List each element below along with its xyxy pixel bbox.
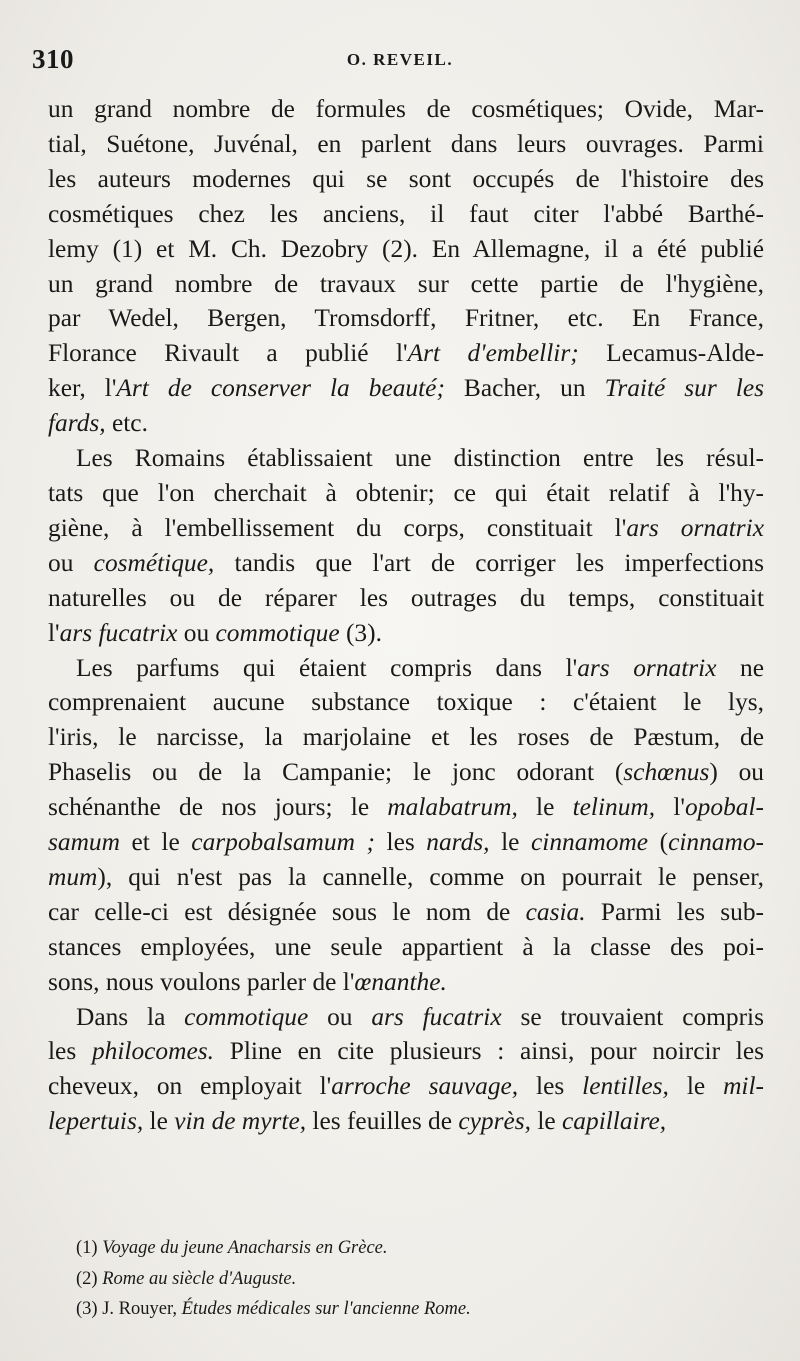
text-segment: Les Romains établissaient une distinction entre les résul- xyxy=(76,444,764,473)
text-line xyxy=(48,616,764,651)
italic-text: nards, xyxy=(426,828,490,857)
italic-text: cosmétique, xyxy=(93,548,215,577)
paragraph xyxy=(48,1000,764,1140)
text-segment: l'iris, le narcisse, la marjolaine et les roses de Pæstum, de xyxy=(48,723,764,752)
text-line xyxy=(48,1034,764,1069)
footnote-text: Voyage du jeune Anacharsis en Grèce. xyxy=(102,1238,388,1258)
text-segment: par Wedel, Bergen, Tromsdorff, Fritner, etc. En France, xyxy=(48,304,764,333)
text-segment: un grand nombre de travaux sur cette partie de l'hygiène, xyxy=(48,269,764,298)
text-segment: stances employées, une seule appartient à la classe des poi- xyxy=(48,932,764,961)
footnote-author: J. Rouyer, xyxy=(102,1299,182,1319)
page-header xyxy=(30,44,770,78)
text-line xyxy=(48,546,764,581)
text-segment: ou xyxy=(48,548,94,577)
text-segment: sons, nous voulons parler de l' xyxy=(48,967,355,996)
text-segment: Parmi les sub- xyxy=(585,897,765,926)
text-line xyxy=(48,406,764,441)
footnotes xyxy=(76,1233,766,1325)
footnote-number: (1) xyxy=(76,1238,103,1258)
italic-text: malabatrum, xyxy=(387,793,518,822)
text-segment: tandis que l'art de corriger les imperfections xyxy=(214,548,764,577)
paragraph xyxy=(48,92,764,441)
italic-text: cinnamo- xyxy=(668,828,764,857)
italic-text: lentilles, xyxy=(582,1072,669,1101)
text-segment: lemy (1) et M. Ch. Dezobry (2). En Allemagne, il a été publié xyxy=(48,234,764,263)
text-line xyxy=(48,930,764,965)
text-segment: (3). xyxy=(339,618,382,647)
italic-text: commotique xyxy=(215,618,340,647)
text-segment: les xyxy=(48,1037,92,1066)
text-line xyxy=(48,860,764,895)
text-segment: les xyxy=(374,828,427,857)
italic-text: mum xyxy=(48,862,98,891)
text-line xyxy=(48,301,764,336)
text-line xyxy=(48,895,764,930)
text-segment: ne xyxy=(716,653,764,682)
text-segment: ker, l' xyxy=(48,374,117,403)
italic-text: commotique xyxy=(184,1002,309,1031)
italic-text: ars fucatrix xyxy=(59,618,178,647)
text-segment: cheveux, on employait l' xyxy=(48,1072,332,1101)
text-segment: et le xyxy=(119,828,192,857)
text-line xyxy=(48,92,764,127)
text-line xyxy=(48,267,764,302)
text-line xyxy=(48,197,764,232)
italic-text: telinum, xyxy=(572,793,656,822)
text-segment: ou xyxy=(308,1002,372,1031)
text-line xyxy=(48,1000,764,1035)
italic-text: arroche sauvage, xyxy=(331,1072,519,1101)
text-line xyxy=(48,720,764,755)
italic-text: Traité sur les xyxy=(604,374,764,403)
text-segment: ou xyxy=(177,618,216,647)
text-line xyxy=(48,825,764,860)
italic-text: Art de conserver la beauté; xyxy=(116,374,445,403)
italic-text: schœnus xyxy=(623,758,710,787)
text-segment: le xyxy=(668,1072,724,1101)
text-segment: le xyxy=(517,793,573,822)
text-segment: tats que l'on cherchait à obtenir; ce qui était relatif à l'hy- xyxy=(48,478,764,507)
text-segment: tial, Suétone, Juvénal, en parlent dans leurs ouvrages. Parmi xyxy=(48,129,764,158)
italic-text: ars ornatrix xyxy=(626,513,764,542)
text-segment: le xyxy=(489,828,531,857)
italic-text: œnanthe. xyxy=(354,967,447,996)
text-segment: l' xyxy=(48,618,60,647)
text-segment: l' xyxy=(655,793,685,822)
italic-text: cinnamome xyxy=(531,828,649,857)
text-segment: giène, à l'embellissement du corps, constituait l' xyxy=(48,513,627,542)
text-line xyxy=(48,371,764,406)
body-text xyxy=(48,92,764,1139)
italic-text: carpobalsamum ; xyxy=(191,828,375,857)
footnote-text: Rome au siècle d'Auguste. xyxy=(102,1268,297,1289)
italic-text: casia. xyxy=(525,897,586,926)
paragraph xyxy=(48,651,764,1000)
text-line xyxy=(48,685,764,720)
text-line xyxy=(48,1104,764,1139)
footnote xyxy=(76,1233,766,1264)
text-segment: les auteurs modernes qui se sont occupés de l'histoire des xyxy=(48,164,764,193)
italic-text: philocomes. xyxy=(91,1037,214,1066)
text-segment: Les parfums qui étaient compris dans l' xyxy=(76,653,578,682)
text-segment: ( xyxy=(648,828,669,857)
text-segment: etc. xyxy=(105,409,148,438)
running-head: O. REVEIL. xyxy=(346,50,454,69)
text-segment: Lecamus-Alde- xyxy=(578,339,764,368)
italic-text: cyprès, xyxy=(458,1107,531,1136)
text-segment: un grand nombre de formules de cosmétiques; Ovide, Mar- xyxy=(48,95,764,123)
footnote xyxy=(76,1264,766,1295)
text-line xyxy=(48,581,764,616)
text-segment: le xyxy=(531,1107,563,1136)
text-line xyxy=(48,965,764,1000)
text-segment: cosmétiques chez les anciens, il faut citer l'abbé Barthé- xyxy=(48,199,764,228)
text-line xyxy=(48,127,764,162)
text-line xyxy=(48,336,764,371)
text-segment: Pline en cite plusieurs : ainsi, pour noircir les xyxy=(213,1037,764,1066)
text-segment: les xyxy=(518,1072,583,1101)
italic-text: Art d'embellir; xyxy=(407,339,579,368)
italic-text: fards, xyxy=(48,409,106,438)
italic-text: vin de myrte, xyxy=(174,1107,307,1136)
italic-text: lepertuis, xyxy=(48,1107,144,1136)
text-segment: Florance Rivault a publié l' xyxy=(48,339,408,368)
text-line xyxy=(48,755,764,790)
footnote xyxy=(76,1294,766,1325)
footnote-number: (2) xyxy=(76,1268,103,1289)
page-number: 310 xyxy=(32,44,74,74)
text-segment: naturelles ou de réparer les outrages du temps, constituait xyxy=(48,583,764,612)
text-line xyxy=(48,441,764,476)
text-segment: car celle-ci est désignée sous le nom de xyxy=(48,897,526,926)
italic-text: samum xyxy=(48,828,120,857)
text-line xyxy=(48,232,764,267)
italic-text: mil- xyxy=(723,1072,764,1101)
text-segment: schénanthe de nos jours; le xyxy=(48,793,388,822)
text-line xyxy=(48,476,764,511)
text-segment: Dans la xyxy=(76,1002,185,1031)
text-segment: ) ou xyxy=(709,758,764,787)
footnote-number: (3) xyxy=(76,1299,103,1319)
text-segment: Bacher, un xyxy=(444,374,605,403)
italic-text: capillaire, xyxy=(562,1107,667,1136)
text-line xyxy=(48,1069,764,1104)
text-line xyxy=(48,790,764,825)
text-segment: les feuilles de xyxy=(306,1107,459,1136)
text-segment: le xyxy=(143,1107,175,1136)
text-segment: ), qui n'est pas la cannelle, comme on pourrait le penser, xyxy=(97,862,764,891)
footnote-text: Études médicales sur l'ancienne Rome. xyxy=(181,1299,471,1319)
paragraph xyxy=(48,441,764,650)
text-segment: se trouvaient compris xyxy=(501,1002,764,1031)
text-segment: comprenaient aucune substance toxique : c'étaient le lys, xyxy=(48,688,764,717)
text-line xyxy=(48,162,764,197)
text-line xyxy=(48,651,764,686)
italic-text: ars fucatrix xyxy=(371,1002,502,1031)
text-segment: Phaselis ou de la Campanie; le jonc odorant ( xyxy=(48,758,624,787)
italic-text: ars ornatrix xyxy=(577,653,717,682)
italic-text: opobal- xyxy=(684,793,764,822)
text-line xyxy=(48,511,764,546)
